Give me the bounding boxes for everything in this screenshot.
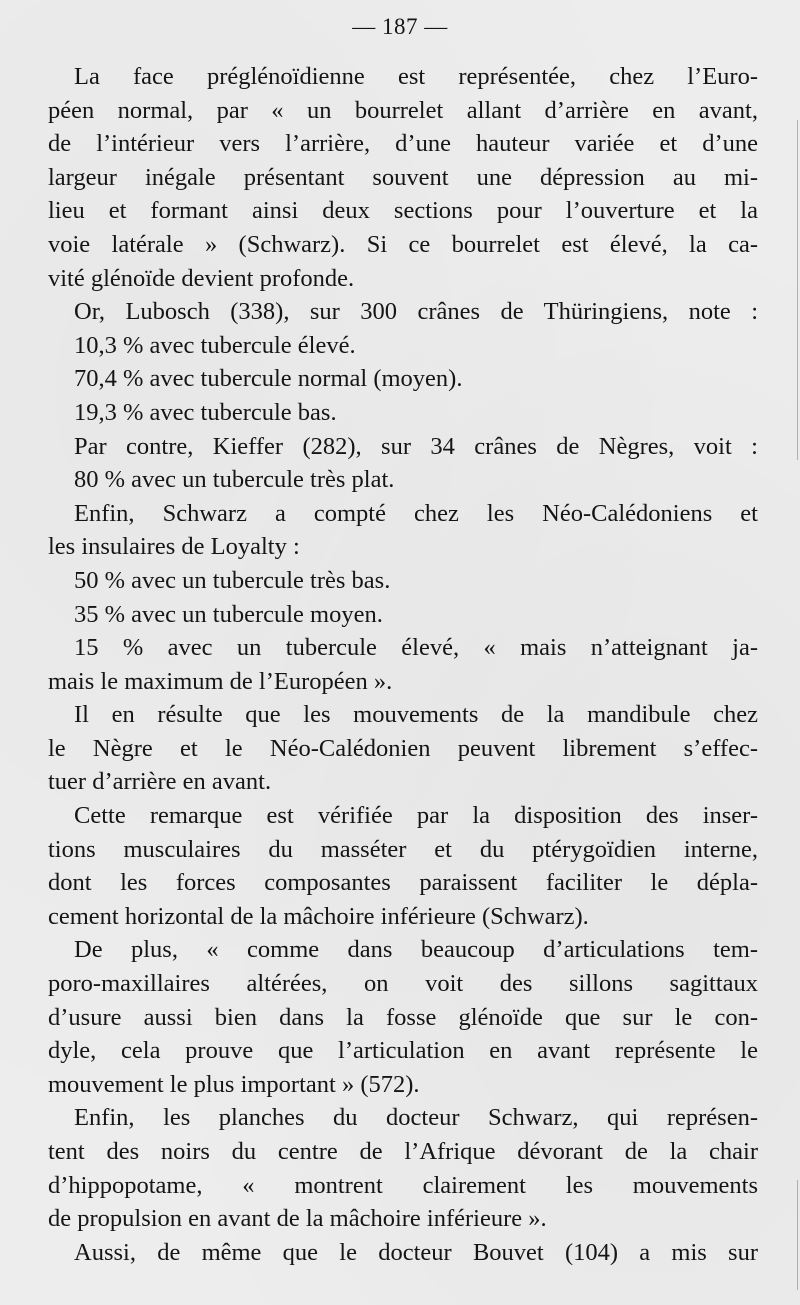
text-line: Or, Lubosch (338), sur 300 crânes de Thüringiens, note :	[74, 298, 758, 326]
text-line: largeur inégale présentant souvent une dépression au mi-	[48, 163, 758, 191]
text-line: poro-maxillaires altérées, on voit des sillons sagittaux	[48, 970, 758, 998]
body-text	[48, 60, 758, 1269]
text-line: voie latérale » (Schwarz). Si ce bourrelet est élevé, la ca-	[48, 230, 758, 258]
text-line: cement horizontal de la mâchoire inférieure (Schwarz).	[48, 902, 589, 930]
text-line: 50 % avec un tubercule très bas.	[74, 566, 391, 594]
text-line: Enfin, Schwarz a compté chez les Néo-Calédoniens et	[74, 499, 758, 527]
page-edge-shadow	[797, 120, 798, 460]
page-edge-shadow-lower	[797, 1180, 798, 1290]
text-line: vité glénoïde devient profonde.	[48, 264, 355, 292]
text-line: dyle, cela prouve que l’articulation en avant représente le	[48, 1037, 758, 1065]
text-line: 70,4 % avec tubercule normal (moyen).	[74, 365, 463, 393]
text-line: Il en résulte que les mouvements de la mandibule chez	[74, 701, 758, 729]
text-line: 19,3 % avec tubercule bas.	[74, 398, 337, 426]
text-line: 10,3 % avec tubercule élevé.	[74, 331, 356, 359]
text-line: d’hippopotame, « montrent clairement les mouvements	[48, 1171, 758, 1199]
text-line: tions musculaires du masséter et du ptérygoïdien interne,	[48, 835, 758, 863]
text-line: 15 % avec un tubercule élevé, « mais n’atteignant ja-	[74, 634, 758, 662]
text-line: péen normal, par « un bourrelet allant d’arrière en avant,	[48, 96, 758, 124]
text-line: d’usure aussi bien dans la fosse glénoïde que sur le con-	[48, 1003, 758, 1031]
text-line: 35 % avec un tubercule moyen.	[74, 600, 383, 628]
text-line: De plus, « comme dans beaucoup d’articulations tem-	[74, 936, 758, 964]
text-line: Aussi, de même que le docteur Bouvet (104) a mis sur	[74, 1238, 758, 1266]
text-line: La face préglénoïdienne est représentée, chez l’Euro-	[74, 63, 758, 90]
text-line: tuer d’arrière en avant.	[48, 768, 272, 796]
page-number: — 187 —	[352, 14, 448, 39]
text-line: les insulaires de Loyalty :	[48, 533, 300, 561]
text-line: tent des noirs du centre de l’Afrique dévorant de la chair	[48, 1138, 758, 1165]
text-line: dont les forces composantes paraissent faciliter le dépla-	[48, 869, 758, 897]
text-line: de l’intérieur vers l’arrière, d’une hauteur variée et d’une	[48, 130, 758, 158]
text-line: Cette remarque est vérifiée par la disposition des inser-	[74, 802, 758, 830]
text-line: mouvement le plus important » (572).	[48, 1070, 420, 1098]
text-line: Enfin, les planches du docteur Schwarz, qui représen-	[74, 1104, 758, 1132]
text-line: lieu et formant ainsi deux sections pour l’ouverture et la	[48, 197, 758, 225]
text-line: mais le maximum de l’Européen ».	[48, 667, 393, 695]
text-line: 80 % avec un tubercule très plat.	[74, 466, 395, 494]
text-line: Par contre, Kieffer (282), sur 34 crânes de Nègres, voit :	[74, 432, 758, 460]
text-line: de propulsion en avant de la mâchoire inférieure ».	[48, 1205, 547, 1233]
text-line: le Nègre et le Néo-Calédonien peuvent librement s’effec-	[48, 734, 758, 762]
